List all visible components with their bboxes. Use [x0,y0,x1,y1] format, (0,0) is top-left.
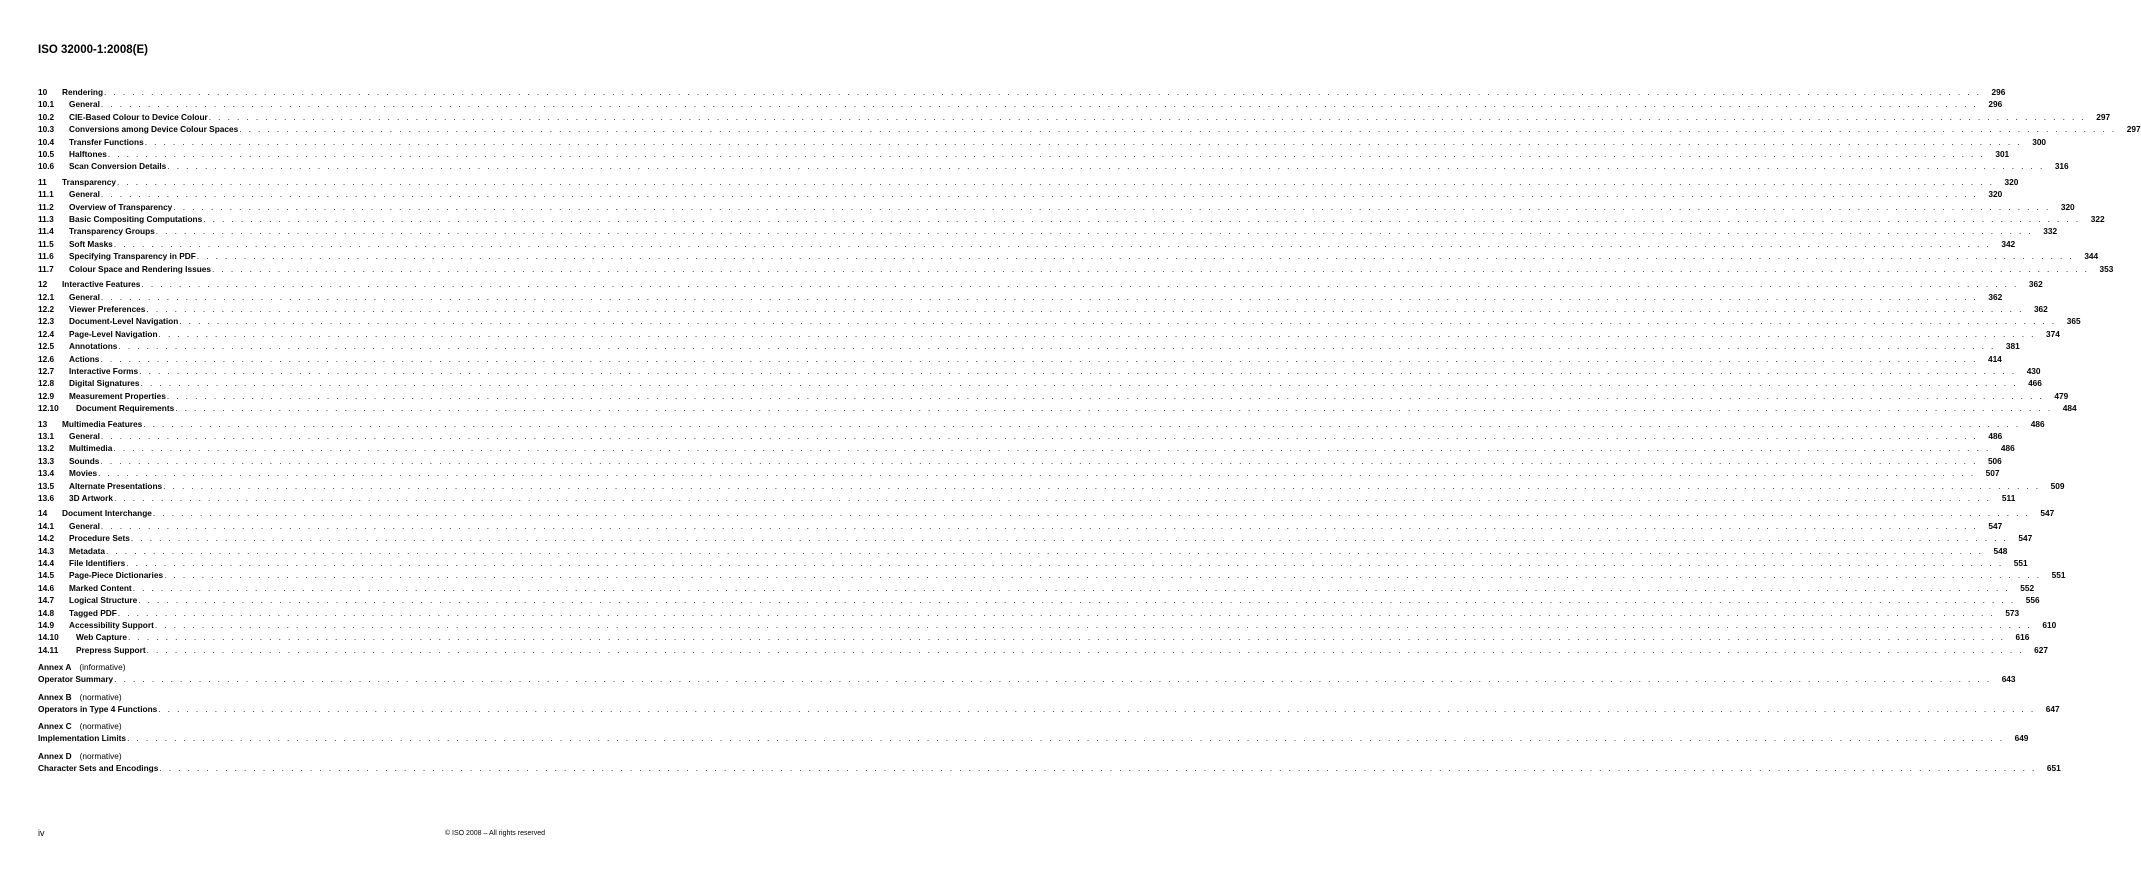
dot-leader: . . . . . . . . . . . . . . . . . . . . . . . . . . . . . . . . . . . . . . . . . . . . . . . . . . . . . . . . . . . . . . . . . . . . . . . . . . . . . . . . . . . . . . . . . . . . . . . . . . . . . . . . . . . . . . . . . . . . . . . . . . . . . . . . . . . . . . . . . . . . . . . . . . . . . . . . . . . . . . . . . . . . . . . . . . . . . . . . . . . . . . . . . . . . . . . . . . . . . . . . [166,390,2045,401]
toc-entry-title: CIE-Based Colour to Device Colour [69,111,208,122]
toc-entry-title: Transparency [62,176,116,187]
dot-leader: . . . . . . . . . . . . . . . . . . . . . . . . . . . . . . . . . . . . . . . . . . . . . . . . . . . . . . . . . . . . . . . . . . . . . . . . . . . . . . . . . . . . . . . . . . . . . . . . . . . . . . . . . . . . . . . . . . . . . . . . . . . . . . . . . . . . . . . . . . . . . . . . . . . . . . . . . . . . . . . . . . . . . . . . . . . . . . . . . . . . . . . . . . . . . . . . . . . . . . . . [130,533,2009,544]
dot-leader: . . . . . . . . . . . . . . . . . . . . . . . . . . . . . . . . . . . . . . . . . . . . . . . . . . . . . . . . . . . . . . . . . . . . . . . . . . . . . . . . . . . . . . . . . . . . . . . . . . . . . . . . . . . . . . . . . . . . . . . . . . . . . . . . . . . . . . . . . . . . . . . . . . . . . . . . . . . . . . . . . . . . . . . . . . . . . . . . . . . . . . . . . . . . . . . . . . . . . . . . [126,558,2004,569]
dot-leader: . . . . . . . . . . . . . . . . . . . . . . . . . . . . . . . . . . . . . . . . . . . . . . . . . . . . . . . . . . . . . . . . . . . . . . . . . . . . . . . . . . . . . . . . . . . . . . . . . . . . . . . . . . . . . . . . . . . . . . . . . . . . . . . . . . . . . . . . . . . . . . . . . . . . . . . . . . . . . . . . . . . . . . . . . . . . . . . . . . . . . . . . . . . . . . . . . . . . . . . . [127,733,2005,744]
toc-entry-page: 466 [2028,378,2042,389]
toc-entry-page: 297 [2126,124,2141,135]
dot-leader: . . . . . . . . . . . . . . . . . . . . . . . . . . . . . . . . . . . . . . . . . . . . . . . . . . . . . . . . . . . . . . . . . . . . . . . . . . . . . . . . . . . . . . . . . . . . . . . . . . . . . . . . . . . . . . . . . . . . . . . . . . . . . . . . . . . . . . . . . . . . . . . . . . . . . . . . . . . . . . . . . . . . . . . . . . . . . . . . . . . . . . . . . . . . . . . . . . . . . . . . [163,480,2041,491]
dot-leader: . . . . . . . . . . . . . . . . . . . . . . . . . . . . . . . . . . . . . . . . . . . . . . . . . . . . . . . . . . . . . . . . . . . . . . . . . . . . . . . . . . . . . . . . . . . . . . . . . . . . . . . . . . . . . . . . . . . . . . . . . . . . . . . . . . . . . . . . . . . . . . . . . . . . . . . . . . . . . . . . . . . . . . . . . . . . . . . . . . . . . . . . . . . . . . . . . . . . . . . . [104,87,1982,97]
dot-leader: . . . . . . . . . . . . . . . . . . . . . . . . . . . . . . . . . . . . . . . . . . . . . . . . . . . . . . . . . . . . . . . . . . . . . . . . . . . . . . . . . . . . . . . . . . . . . . . . . . . . . . . . . . . . . . . . . . . . . . . . . . . . . . . . . . . . . . . . . . . . . . . . . . . . . . . . . . . . . . . . . . . . . . . . . . . . . . . . . . . . . . . . . . . . . . . . . . . . . . . . [159,762,2037,773]
toc-entry-number: 11.4 [38,226,54,237]
annex-label: Annex A [38,662,72,673]
toc-chapter-entry[interactable] [38,418,2045,430]
dot-leader: . . . . . . . . . . . . . . . . . . . . . . . . . . . . . . . . . . . . . . . . . . . . . . . . . . . . . . . . . . . . . . . . . . . . . . . . . . . . . . . . . . . . . . . . . . . . . . . . . . . . . . . . . . . . . . . . . . . . . . . . . . . . . . . . . . . . . . . . . . . . . . . . . . . . . . . . . . . . . . . . . . . . . . . . . . . . . . . . . . . . . . . . . . . . . . . . . . . . . . . . [113,493,1992,503]
dot-leader: . . . . . . . . . . . . . . . . . . . . . . . . . . . . . . . . . . . . . . . . . . . . . . . . . . . . . . . . . . . . . . . . . . . . . . . . . . . . . . . . . . . . . . . . . . . . . . . . . . . . . . . . . . . . . . . . . . . . . . . . . . . . . . . . . . . . . . . . . . . . . . . . . . . . . . . . . . . . . . . . . . . . . . . . . . . . . . . . . . . . . . . . . . . . . . . . . . . . . . . . [138,595,2016,606]
toc-entry-title: Soft Masks [69,238,113,249]
toc-entry-number: 11 [38,176,47,187]
toc-entry[interactable] [38,291,2003,303]
annex-label: Annex B [38,691,72,702]
toc-entry-page: 320 [2004,176,2019,187]
toc-entry-page: 551 [2013,558,2028,569]
toc-entry[interactable] [38,569,2066,581]
toc-entry-page: 365 [2066,316,2081,327]
toc-entry-number: 10.6 [38,161,55,172]
annex-kind: (normative) [79,750,122,761]
toc-entry-number: 12 [38,279,48,290]
dot-leader: . . . . . . . . . . . . . . . . . . . . . . . . . . . . . . . . . . . . . . . . . . . . . . . . . . . . . . . . . . . . . . . . . . . . . . . . . . . . . . . . . . . . . . . . . . . . . . . . . . . . . . . . . . . . . . . . . . . . . . . . . . . . . . . . . . . . . . . . . . . . . . . . . . . . . . . . . . . . . . . . . . . . . . . . . . . . . . . . . . . . . . . . . . . . . . . . . . . . . . . . [140,378,2018,389]
toc-entry-page: 479 [2054,390,2069,401]
toc-entry-page: 506 [1987,455,2002,466]
toc-chapter-entry[interactable] [38,176,2019,188]
toc-entry-title: Overview of Transparency [69,201,173,212]
toc-entry[interactable] [38,607,2020,619]
toc-entry-title: Measurement Properties [69,390,166,401]
toc-entry-page: 548 [1993,545,2008,556]
dot-leader: . . . . . . . . . . . . . . . . . . . . . . . . . . . . . . . . . . . . . . . . . . . . . . . . . . . . . . . . . . . . . . . . . . . . . . . . . . . . . . . . . . . . . . . . . . . . . . . . . . . . . . . . . . . . . . . . . . . . . . . . . . . . . . . . . . . . . . . . . . . . . . . . . . . . . . . . . . . . . . . . . . . . . . . . . . . . . . . . . . . . . . . . . . . . . . . . . . . . . . . . [100,520,1979,531]
toc-entry[interactable] [38,520,2003,532]
toc-entry-title: 3D Artwork [69,493,113,503]
toc-entry-number: 11.3 [38,214,54,225]
toc-entry[interactable] [38,136,2047,148]
toc-entry-number: 10.1 [38,99,55,110]
toc-entry-number: 12.7 [38,365,55,376]
toc-entry[interactable] [38,480,2065,492]
toc-entry-number: 13.4 [38,468,55,479]
toc-entry-title: Transfer Functions [69,136,144,147]
toc-entry-page: 353 [2099,263,2114,274]
dot-leader: . . . . . . . . . . . . . . . . . . . . . . . . . . . . . . . . . . . . . . . . . . . . . . . . . . . . . . . . . . . . . . . . . . . . . . . . . . . . . . . . . . . . . . . . . . . . . . . . . . . . . . . . . . . . . . . . . . . . . . . . . . . . . . . . . . . . . . . . . . . . . . . . . . . . . . . . . . . . . . . . . . . . . . . . . . . . . . . . . . . . . . . . . . . . . . . . . . . . . . . . [203,214,2081,225]
toc-entry-page: 651 [2046,762,2061,773]
toc-entry-title: Accessibility Support [69,620,154,631]
dot-leader: . . . . . . . . . . . . . . . . . . . . . . . . . . . . . . . . . . . . . . . . . . . . . . . . . . . . . . . . . . . . . . . . . . . . . . . . . . . . . . . . . . . . . . . . . . . . . . . . . . . . . . . . . . . . . . . . . . . . . . . . . . . . . . . . . . . . . . . . . . . . . . . . . . . . . . . . . . . . . . . . . . . . . . . . . . . . . . . . . . . . . . . . . . . . . . . . . . . . . . . . [146,303,2024,314]
toc-annex-entry[interactable] [38,762,2061,774]
toc-entry-page: 486 [2000,443,2015,454]
toc-entry-page: 616 [2015,632,2030,643]
dot-leader: . . . . . . . . . . . . . . . . . . . . . . . . . . . . . . . . . . . . . . . . . . . . . . . . . . . . . . . . . . . . . . . . . . . . . . . . . . . . . . . . . . . . . . . . . . . . . . . . . . . . . . . . . . . . . . . . . . . . . . . . . . . . . . . . . . . . . . . . . . . . . . . . . . . . . . . . . . . . . . . . . . . . . . . . . . . . . . . . . . . . . . . . . . . . . . . . . . . . . . . . [100,430,1979,441]
toc-entry-title: Document Requirements [76,403,175,414]
dot-leader: . . . . . . . . . . . . . . . . . . . . . . . . . . . . . . . . . . . . . . . . . . . . . . . . . . . . . . . . . . . . . . . . . . . . . . . . . . . . . . . . . . . . . . . . . . . . . . . . . . . . . . . . . . . . . . . . . . . . . . . . . . . . . . . . . . . . . . . . . . . . . . . . . . . . . . . . . . . . . . . . . . . . . . . . . . . . . . . . . . . . . . . . . . . . . . . . . . . . . . . . [173,201,2051,212]
toc-entry[interactable] [38,467,2000,479]
dot-leader: . . . . . . . . . . . . . . . . . . . . . . . . . . . . . . . . . . . . . . . . . . . . . . . . . . . . . . . . . . . . . . . . . . . . . . . . . . . . . . . . . . . . . . . . . . . . . . . . . . . . . . . . . . . . . . . . . . . . . . . . . . . . . . . . . . . . . . . . . . . . . . . . . . . . . . . . . . . . . . . . . . . . . . . . . . . . . . . . . . . . . . . . . . . . . . . . . . . . . . . . [116,176,1995,187]
toc-entry-title: Movies [69,468,98,479]
toc-entry[interactable] [38,123,2141,135]
dot-leader: . . . . . . . . . . . . . . . . . . . . . . . . . . . . . . . . . . . . . . . . . . . . . . . . . . . . . . . . . . . . . . . . . . . . . . . . . . . . . . . . . . . . . . . . . . . . . . . . . . . . . . . . . . . . . . . . . . . . . . . . . . . . . . . . . . . . . . . . . . . . . . . . . . . . . . . . . . . . . . . . . . . . . . . . . . . . . . . . . . . . . . . . . . . . . . . . . . . . . . . . [146,644,2024,655]
toc-entry[interactable] [38,225,2058,237]
toc-entry-title: File Identifiers [69,558,126,569]
toc-entry-title: Digital Signatures [69,378,140,389]
dot-leader: . . . . . . . . . . . . . . . . . . . . . . . . . . . . . . . . . . . . . . . . . . . . . . . . . . . . . . . . . . . . . . . . . . . . . . . . . . . . . . . . . . . . . . . . . . . . . . . . . . . . . . . . . . . . . . . . . . . . . . . . . . . . . . . . . . . . . . . . . . . . . . . . . . . . . . . . . . . . . . . . . . . . . . . . . . . . . . . . . . . . . . . . . . . . . . . . . . . . . . . . [152,508,2031,519]
dot-leader: . . . . . . . . . . . . . . . . . . . . . . . . . . . . . . . . . . . . . . . . . . . . . . . . . . . . . . . . . . . . . . . . . . . . . . . . . . . . . . . . . . . . . . . . . . . . . . . . . . . . . . . . . . . . . . . . . . . . . . . . . . . . . . . . . . . . . . . . . . . . . . . . . . . . . . . . . . . . . . . . . . . . . . . . . . . . . . . . . . . . . . . . . . . . . . . . . . . . . . . . [239,124,2117,135]
toc-entry-page: 414 [1987,353,2002,364]
toc-entry-page: 430 [2026,365,2041,376]
toc-entry-title: Logical Structure [69,595,138,606]
toc-entry-title: Transparency Groups [69,226,155,237]
toc-section [38,418,2065,505]
toc-entry-page: 486 [2030,418,2045,429]
toc-entry-title: General [69,99,100,110]
toc-entry-page: 342 [2001,238,2016,249]
toc-entry-page: 297 [2096,111,2111,122]
toc-entry-number: 13 [38,418,48,429]
dot-leader: . . . . . . . . . . . . . . . . . . . . . . . . . . . . . . . . . . . . . . . . . . . . . . . . . . . . . . . . . . . . . . . . . . . . . . . . . . . . . . . . . . . . . . . . . . . . . . . . . . . . . . . . . . . . . . . . . . . . . . . . . . . . . . . . . . . . . . . . . . . . . . . . . . . . . . . . . . . . . . . . . . . . . . . . . . . . . . . . . . . . . . . . . . . . . . . . . . . . . . . . [118,341,1996,352]
toc-entry-title: Page-Piece Dictionaries [69,570,164,581]
toc-entry-page: 320 [2060,201,2075,212]
toc-entry-number: 14.11 [38,644,59,655]
toc-entry-number: 13.6 [38,493,55,503]
dot-leader: . . . . . . . . . . . . . . . . . . . . . . . . . . . . . . . . . . . . . . . . . . . . . . . . . . . . . . . . . . . . . . . . . . . . . . . . . . . . . . . . . . . . . . . . . . . . . . . . . . . . . . . . . . . . . . . . . . . . . . . . . . . . . . . . . . . . . . . . . . . . . . . . . . . . . . . . . . . . . . . . . . . . . . . . . . . . . . . . . . . . . . . . . . . . . . . . . . . . . . . . [128,632,2006,643]
toc-entry-number: 12.2 [38,303,55,314]
toc-entry-number: 12.6 [38,353,55,364]
toc-entry-number: 13.3 [38,455,55,466]
toc-entry-number: 11.5 [38,238,54,249]
toc-entry-page: 322 [2090,214,2105,225]
dot-leader: . . . . . . . . . . . . . . . . . . . . . . . . . . . . . . . . . . . . . . . . . . . . . . . . . . . . . . . . . . . . . . . . . . . . . . . . . . . . . . . . . . . . . . . . . . . . . . . . . . . . . . . . . . . . . . . . . . . . . . . . . . . . . . . . . . . . . . . . . . . . . . . . . . . . . . . . . . . . . . . . . . . . . . . . . . . . . . . . . . . . . . . . . . . . . . . . . . . . . . . . [154,620,2033,631]
toc-entry[interactable] [38,303,2048,315]
toc-entry-number: 10.3 [38,124,55,135]
annex-kind: (informative) [79,662,126,673]
dot-leader: . . . . . . . . . . . . . . . . . . . . . . . . . . . . . . . . . . . . . . . . . . . . . . . . . . . . . . . . . . . . . . . . . . . . . . . . . . . . . . . . . . . . . . . . . . . . . . . . . . . . . . . . . . . . . . . . . . . . . . . . . . . . . . . . . . . . . . . . . . . . . . . . . . . . . . . . . . . . . . . . . . . . . . . . . . . . . . . . . . . . . . . . . . . . . . . . . . . . . . . . [158,328,2036,339]
toc-entry-page: 344 [2084,251,2099,262]
toc-entry-title: Marked Content [69,582,132,593]
toc-entry-page: 507 [1985,468,2000,479]
toc-entry[interactable] [38,492,2016,504]
toc-entry-title: Document Interchange [62,508,152,519]
toc-entry-number: 14.9 [38,620,55,631]
toc-entry[interactable] [38,619,2057,631]
toc-entry-number: 10.4 [38,136,55,147]
toc-entry-page: 484 [2062,403,2077,414]
toc-entry-number: 12.9 [38,390,55,401]
dot-leader: . . . . . . . . . . . . . . . . . . . . . . . . . . . . . . . . . . . . . . . . . . . . . . . . . . . . . . . . . . . . . . . . . . . . . . . . . . . . . . . . . . . . . . . . . . . . . . . . . . . . . . . . . . . . . . . . . . . . . . . . . . . . . . . . . . . . . . . . . . . . . . . . . . . . . . . . . . . . . . . . . . . . . . . . . . . . . . . . . . . . . . . . . . . . . . . . . . . . . . . . [208,111,2087,122]
dot-leader: . . . . . . . . . . . . . . . . . . . . . . . . . . . . . . . . . . . . . . . . . . . . . . . . . . . . . . . . . . . . . . . . . . . . . . . . . . . . . . . . . . . . . . . . . . . . . . . . . . . . . . . . . . . . . . . . . . . . . . . . . . . . . . . . . . . . . . . . . . . . . . . . . . . . . . . . . . . . . . . . . . . . . . . . . . . . . . . . . . . . . . . . . . . . . . . . . . . . . . . . [167,161,2045,172]
toc-entry-page: 547 [1988,520,2003,531]
toc-annex-entry[interactable] [38,732,2029,744]
toc-entry-number: 10 [38,87,48,97]
toc-entry[interactable] [38,532,2033,544]
dot-leader: . . . . . . . . . . . . . . . . . . . . . . . . . . . . . . . . . . . . . . . . . . . . . . . . . . . . . . . . . . . . . . . . . . . . . . . . . . . . . . . . . . . . . . . . . . . . . . . . . . . . . . . . . . . . . . . . . . . . . . . . . . . . . . . . . . . . . . . . . . . . . . . . . . . . . . . . . . . . . . . . . . . . . . . . . . . . . . . . . . . . . . . . . . . . . . . . . . . . . . . . [100,291,1979,302]
toc-entry-page: 649 [2014,733,2029,744]
toc-entry[interactable] [38,148,2010,160]
toc-entry-number: 13.1 [38,430,55,441]
document-id-header: ISO 32000-1:2008(E) [38,44,148,56]
toc-entry-title: Document-Level Navigation [69,316,179,327]
toc-entry-title: Operators in Type 4 Functions [38,703,158,714]
toc-entry-page: 573 [2005,607,2020,618]
dot-leader: . . . . . . . . . . . . . . . . . . . . . . . . . . . . . . . . . . . . . . . . . . . . . . . . . . . . . . . . . . . . . . . . . . . . . . . . . . . . . . . . . . . . . . . . . . . . . . . . . . . . . . . . . . . . . . . . . . . . . . . . . . . . . . . . . . . . . . . . . . . . . . . . . . . . . . . . . . . . . . . . . . . . . . . . . . . . . . . . . . . . . . . . . . . . . . . . . . . . . . . . [100,189,1979,200]
toc-entry-title: Tagged PDF [69,607,117,618]
toc-section [38,86,2141,173]
toc-entry-page: 362 [2028,279,2043,290]
toc-entry-title: General [69,291,100,302]
toc-entry[interactable] [38,545,2008,557]
toc-entry[interactable] [38,442,2015,454]
toc-entry-page: 627 [2034,644,2048,655]
toc-entry-title: General [69,189,100,200]
dot-leader: . . . . . . . . . . . . . . . . . . . . . . . . . . . . . . . . . . . . . . . . . . . . . . . . . . . . . . . . . . . . . . . . . . . . . . . . . . . . . . . . . . . . . . . . . . . . . . . . . . . . . . . . . . . . . . . . . . . . . . . . . . . . . . . . . . . . . . . . . . . . . . . . . . . . . . . . . . . . . . . . . . . . . . . . . . . . . . . . . . . . . . . . . . . . . . . . . . . . . . . . [100,455,1978,466]
toc-annex-entry[interactable] [38,703,2060,715]
toc-entry-page: 610 [2042,620,2057,631]
dot-leader: . . . . . . . . . . . . . . . . . . . . . . . . . . . . . . . . . . . . . . . . . . . . . . . . . . . . . . . . . . . . . . . . . . . . . . . . . . . . . . . . . . . . . . . . . . . . . . . . . . . . . . . . . . . . . . . . . . . . . . . . . . . . . . . . . . . . . . . . . . . . . . . . . . . . . . . . . . . . . . . . . . . . . . . . . . . . . . . . . . . . . . . . . . . . . . . . . . . . . . . . [113,238,1992,249]
toc-entry[interactable] [38,213,2105,225]
toc-entry-number: 13.2 [38,443,55,454]
toc-entry-number: 12.8 [38,378,55,389]
toc-section [38,507,2066,656]
toc-chapter-entry[interactable] [38,86,2006,98]
toc-entry[interactable] [38,111,2111,123]
toc-entry-page: 556 [2025,595,2040,606]
toc-annex [38,750,2061,774]
annex-label-line [38,661,545,673]
toc-entry-number: 14.7 [38,595,55,606]
toc-annex [38,720,2029,744]
toc-entry-title: General [69,430,100,441]
toc-entry-page: 374 [2046,328,2060,339]
annex-kind: (normative) [79,691,122,702]
toc-entry-page: 301 [1995,149,2010,160]
toc-entry-title: Interactive Features [62,279,141,290]
toc-section [38,278,2081,414]
toc-entry-number: 11.7 [38,263,54,274]
toc-entry-number: 13.5 [38,480,55,491]
toc-entry-number: 12.10 [38,403,59,414]
dot-leader: . . . . . . . . . . . . . . . . . . . . . . . . . . . . . . . . . . . . . . . . . . . . . . . . . . . . . . . . . . . . . . . . . . . . . . . . . . . . . . . . . . . . . . . . . . . . . . . . . . . . . . . . . . . . . . . . . . . . . . . . . . . . . . . . . . . . . . . . . . . . . . . . . . . . . . . . . . . . . . . . . . . . . . . . . . . . . . . . . . . . . . . . . . . . . . . . . . . . . . . . [143,418,2021,429]
dot-leader: . . . . . . . . . . . . . . . . . . . . . . . . . . . . . . . . . . . . . . . . . . . . . . . . . . . . . . . . . . . . . . . . . . . . . . . . . . . . . . . . . . . . . . . . . . . . . . . . . . . . . . . . . . . . . . . . . . . . . . . . . . . . . . . . . . . . . . . . . . . . . . . . . . . . . . . . . . . . . . . . . . . . . . . . . . . . . . . . . . . . . . . . . . . . . . . . . . . . . . . . [212,263,2090,274]
toc-entry-number: 12.5 [38,341,55,352]
toc-annex-entry[interactable] [38,673,2016,685]
dot-leader: . . . . . . . . . . . . . . . . . . . . . . . . . . . . . . . . . . . . . . . . . . . . . . . . . . . . . . . . . . . . . . . . . . . . . . . . . . . . . . . . . . . . . . . . . . . . . . . . . . . . . . . . . . . . . . . . . . . . . . . . . . . . . . . . . . . . . . . . . . . . . . . . . . . . . . . . . . . . . . . . . . . . . . . . . . . . . . . . . . . . . . . . . . . . . . . . . . . . . . . . [164,570,2042,581]
toc-entry-number: 14.4 [38,558,55,569]
dot-leader: . . . . . . . . . . . . . . . . . . . . . . . . . . . . . . . . . . . . . . . . . . . . . . . . . . . . . . . . . . . . . . . . . . . . . . . . . . . . . . . . . . . . . . . . . . . . . . . . . . . . . . . . . . . . . . . . . . . . . . . . . . . . . . . . . . . . . . . . . . . . . . . . . . . . . . . . . . . . . . . . . . . . . . . . . . . . . . . . . . . . . . . . . . . . . . . . . . . . . . . . [113,443,1991,454]
annex-label-line [38,691,545,703]
toc-entry-page: 551 [2051,570,2066,581]
toc-entry[interactable] [38,353,2002,365]
toc-entry-page: 547 [2040,508,2055,519]
toc-entry[interactable] [38,328,2060,340]
toc-entry-number: 14.2 [38,533,55,544]
toc-entry[interactable] [38,160,2069,172]
annex-kind: (normative) [79,721,122,732]
page-number: iv [38,828,45,838]
toc-entry-number: 10.5 [38,149,55,160]
toc-entry-number: 14 [38,508,48,519]
toc-entry-title: Viewer Preferences [69,303,146,314]
toc-entry-page: 296 [1991,87,2006,97]
toc-entry-title: Metadata [69,545,105,556]
toc-entry-page: 552 [2020,582,2035,593]
toc-entry-number: 12.4 [38,328,55,339]
annex-label: Annex C [38,721,72,732]
toc-entry-page: 362 [1988,291,2003,302]
toc-entry-number: 14.10 [38,632,59,643]
toc-entry-title: Sounds [69,455,100,466]
toc-entry-title: Specifying Transparency in PDF [69,251,196,262]
dot-leader: . . . . . . . . . . . . . . . . . . . . . . . . . . . . . . . . . . . . . . . . . . . . . . . . . . . . . . . . . . . . . . . . . . . . . . . . . . . . . . . . . . . . . . . . . . . . . . . . . . . . . . . . . . . . . . . . . . . . . . . . . . . . . . . . . . . . . . . . . . . . . . . . . . . . . . . . . . . . . . . . . . . . . . . . . . . . . . . . . . . . . . . . . . . . . . . . . . . . . . . . [107,149,1986,160]
toc-entry-page: 332 [2043,226,2058,237]
table-of-contents [38,86,2141,776]
toc-entry-page: 509 [2050,480,2065,491]
toc-entry-number: 11.6 [38,251,54,262]
toc-entry[interactable] [38,365,2041,377]
toc-entry-title: Alternate Presentations [69,480,163,491]
toc-entry-title: Annotations [69,341,118,352]
toc-entry-title: Actions [69,353,100,364]
dot-leader: . . . . . . . . . . . . . . . . . . . . . . . . . . . . . . . . . . . . . . . . . . . . . . . . . . . . . . . . . . . . . . . . . . . . . . . . . . . . . . . . . . . . . . . . . . . . . . . . . . . . . . . . . . . . . . . . . . . . . . . . . . . . . . . . . . . . . . . . . . . . . . . . . . . . . . . . . . . . . . . . . . . . . . . . . . . . . . . . . . . . . . . . . . . . . . . . . . . . . . . . [155,226,2034,237]
dot-leader: . . . . . . . . . . . . . . . . . . . . . . . . . . . . . . . . . . . . . . . . . . . . . . . . . . . . . . . . . . . . . . . . . . . . . . . . . . . . . . . . . . . . . . . . . . . . . . . . . . . . . . . . . . . . . . . . . . . . . . . . . . . . . . . . . . . . . . . . . . . . . . . . . . . . . . . . . . . . . . . . . . . . . . . . . . . . . . . . . . . . . . . . . . . . . . . . . . . . . . . . [98,468,1976,479]
toc-entry-title: Prepress Support [76,644,146,655]
toc-entry[interactable] [38,644,2048,656]
toc-entry[interactable] [38,263,2114,275]
toc-entry-title: Halftones [69,149,107,160]
toc-entry-title: Colour Space and Rendering Issues [69,263,212,274]
toc-entry-page: 511 [2001,493,2016,503]
toc-entry-number: 14.8 [38,607,55,618]
toc-entry-page: 647 [2045,703,2060,714]
annex-label-line [38,750,545,762]
toc-entry-title: Multimedia [69,443,113,454]
toc-entry-title: Conversions among Device Colour Spaces [69,124,239,135]
toc-entry[interactable] [38,631,2030,643]
toc-entry-page: 486 [1988,430,2003,441]
toc-entry-title: Character Sets and Encodings [38,762,159,773]
toc-entry-number: 10.2 [38,111,55,122]
dot-leader: . . . . . . . . . . . . . . . . . . . . . . . . . . . . . . . . . . . . . . . . . . . . . . . . . . . . . . . . . . . . . . . . . . . . . . . . . . . . . . . . . . . . . . . . . . . . . . . . . . . . . . . . . . . . . . . . . . . . . . . . . . . . . . . . . . . . . . . . . . . . . . . . . . . . . . . . . . . . . . . . . . . . . . . . . . . . . . . . . . . . . . . . . . . . . . . . . . . . . . . . [179,316,2057,327]
toc-entry-number: 11.1 [38,189,54,200]
toc-entry-page: 320 [1988,189,2003,200]
toc-entry[interactable] [38,201,2075,213]
toc-entry[interactable] [38,340,2020,352]
toc-entry[interactable] [38,582,2035,594]
toc-entry-number: 11.2 [38,201,54,212]
toc-chapter-entry[interactable] [38,278,2043,290]
toc-entry[interactable] [38,402,2077,414]
toc-section [38,176,2114,275]
toc-entry-page: 300 [2032,136,2047,147]
toc-entry-number: 12.3 [38,316,55,327]
toc-entry[interactable] [38,250,2099,262]
toc-entry-page: 547 [2018,533,2033,544]
dot-leader: . . . . . . . . . . . . . . . . . . . . . . . . . . . . . . . . . . . . . . . . . . . . . . . . . . . . . . . . . . . . . . . . . . . . . . . . . . . . . . . . . . . . . . . . . . . . . . . . . . . . . . . . . . . . . . . . . . . . . . . . . . . . . . . . . . . . . . . . . . . . . . . . . . . . . . . . . . . . . . . . . . . . . . . . . . . . . . . . . . . . . . . . . . . . . . . . . . . . . . . . [100,353,1978,364]
toc-chapter-entry[interactable] [38,507,2055,519]
toc-entry-title: Rendering [62,87,104,97]
toc-entry[interactable] [38,594,2040,606]
toc-entry[interactable] [38,455,2002,467]
toc-entry-number: 14.3 [38,545,55,556]
dot-leader: . . . . . . . . . . . . . . . . . . . . . . . . . . . . . . . . . . . . . . . . . . . . . . . . . . . . . . . . . . . . . . . . . . . . . . . . . . . . . . . . . . . . . . . . . . . . . . . . . . . . . . . . . . . . . . . . . . . . . . . . . . . . . . . . . . . . . . . . . . . . . . . . . . . . . . . . . . . . . . . . . . . . . . . . . . . . . . . . . . . . . . . . . . . . . . . . . . . . . . . . [139,365,2017,376]
toc-annex [38,661,2016,685]
toc-entry[interactable] [38,188,2003,200]
toc-entry-page: 296 [1988,99,2003,110]
toc-entry-page: 362 [2033,303,2048,314]
dot-leader: . . . . . . . . . . . . . . . . . . . . . . . . . . . . . . . . . . . . . . . . . . . . . . . . . . . . . . . . . . . . . . . . . . . . . . . . . . . . . . . . . . . . . . . . . . . . . . . . . . . . . . . . . . . . . . . . . . . . . . . . . . . . . . . . . . . . . . . . . . . . . . . . . . . . . . . . . . . . . . . . . . . . . . . . . . . . . . . . . . . . . . . . . . . . . . . . . . . . . . . . [105,545,1984,556]
toc-annex [38,691,2060,715]
toc-entry[interactable] [38,390,2069,402]
annex-label: Annex D [38,750,72,761]
dot-leader: . . . . . . . . . . . . . . . . . . . . . . . . . . . . . . . . . . . . . . . . . . . . . . . . . . . . . . . . . . . . . . . . . . . . . . . . . . . . . . . . . . . . . . . . . . . . . . . . . . . . . . . . . . . . . . . . . . . . . . . . . . . . . . . . . . . . . . . . . . . . . . . . . . . . . . . . . . . . . . . . . . . . . . . . . . . . . . . . . . . . . . . . . . . . . . . . . . . . . . . . [144,136,2023,147]
toc-entry-title: General [69,520,100,531]
toc-entry-number: 12.1 [38,291,55,302]
toc-entry-number: 14.5 [38,570,55,581]
dot-leader: . . . . . . . . . . . . . . . . . . . . . . . . . . . . . . . . . . . . . . . . . . . . . . . . . . . . . . . . . . . . . . . . . . . . . . . . . . . . . . . . . . . . . . . . . . . . . . . . . . . . . . . . . . . . . . . . . . . . . . . . . . . . . . . . . . . . . . . . . . . . . . . . . . . . . . . . . . . . . . . . . . . . . . . . . . . . . . . . . . . . . . . . . . . . . . . . . . . . . . . . [158,703,2036,714]
toc-entry-title: Scan Conversion Details [69,161,167,172]
toc-entry[interactable] [38,430,2003,442]
copyright-notice: © ISO 2008 – All rights reserved [444,830,545,837]
toc-entry[interactable] [38,557,2028,569]
toc-entry-title: Multimedia Features [62,418,143,429]
toc-entry[interactable] [38,315,2081,327]
toc-entry-title: Web Capture [76,632,128,643]
dot-leader: . . . . . . . . . . . . . . . . . . . . . . . . . . . . . . . . . . . . . . . . . . . . . . . . . . . . . . . . . . . . . . . . . . . . . . . . . . . . . . . . . . . . . . . . . . . . . . . . . . . . . . . . . . . . . . . . . . . . . . . . . . . . . . . . . . . . . . . . . . . . . . . . . . . . . . . . . . . . . . . . . . . . . . . . . . . . . . . . . . . . . . . . . . . . . . . . . . . . . . . . [141,279,2019,290]
toc-entry[interactable] [38,238,2016,250]
toc-entry-number: 14.1 [38,520,55,531]
toc-entry-page: 316 [2054,161,2069,172]
dot-leader: . . . . . . . . . . . . . . . . . . . . . . . . . . . . . . . . . . . . . . . . . . . . . . . . . . . . . . . . . . . . . . . . . . . . . . . . . . . . . . . . . . . . . . . . . . . . . . . . . . . . . . . . . . . . . . . . . . . . . . . . . . . . . . . . . . . . . . . . . . . . . . . . . . . . . . . . . . . . . . . . . . . . . . . . . . . . . . . . . . . . . . . . . . . . . . . . . . . . . . . . [117,607,1996,618]
toc-entry-page: 381 [2005,341,2020,352]
toc-entry-title: Page-Level Navigation [69,328,158,339]
toc-entry-number: 14.6 [38,582,55,593]
toc-entry-title: Operator Summary [38,674,114,685]
toc-entry-title: Basic Compositing Computations [69,214,203,225]
toc-entry-title: Interactive Forms [69,365,139,376]
dot-leader: . . . . . . . . . . . . . . . . . . . . . . . . . . . . . . . . . . . . . . . . . . . . . . . . . . . . . . . . . . . . . . . . . . . . . . . . . . . . . . . . . . . . . . . . . . . . . . . . . . . . . . . . . . . . . . . . . . . . . . . . . . . . . . . . . . . . . . . . . . . . . . . . . . . . . . . . . . . . . . . . . . . . . . . . . . . . . . . . . . . . . . . . . . . . . . . . . . . . . . . . [196,251,2075,262]
dot-leader: . . . . . . . . . . . . . . . . . . . . . . . . . . . . . . . . . . . . . . . . . . . . . . . . . . . . . . . . . . . . . . . . . . . . . . . . . . . . . . . . . . . . . . . . . . . . . . . . . . . . . . . . . . . . . . . . . . . . . . . . . . . . . . . . . . . . . . . . . . . . . . . . . . . . . . . . . . . . . . . . . . . . . . . . . . . . . . . . . . . . . . . . . . . . . . . . . . . . . . . . [114,674,1992,685]
dot-leader: . . . . . . . . . . . . . . . . . . . . . . . . . . . . . . . . . . . . . . . . . . . . . . . . . . . . . . . . . . . . . . . . . . . . . . . . . . . . . . . . . . . . . . . . . . . . . . . . . . . . . . . . . . . . . . . . . . . . . . . . . . . . . . . . . . . . . . . . . . . . . . . . . . . . . . . . . . . . . . . . . . . . . . . . . . . . . . . . . . . . . . . . . . . . . . . . . . . . . . . . [132,582,2011,593]
annex-label-line [38,720,545,732]
dot-leader: . . . . . . . . . . . . . . . . . . . . . . . . . . . . . . . . . . . . . . . . . . . . . . . . . . . . . . . . . . . . . . . . . . . . . . . . . . . . . . . . . . . . . . . . . . . . . . . . . . . . . . . . . . . . . . . . . . . . . . . . . . . . . . . . . . . . . . . . . . . . . . . . . . . . . . . . . . . . . . . . . . . . . . . . . . . . . . . . . . . . . . . . . . . . . . . . . . . . . . . . [100,99,1979,110]
dot-leader: . . . . . . . . . . . . . . . . . . . . . . . . . . . . . . . . . . . . . . . . . . . . . . . . . . . . . . . . . . . . . . . . . . . . . . . . . . . . . . . . . . . . . . . . . . . . . . . . . . . . . . . . . . . . . . . . . . . . . . . . . . . . . . . . . . . . . . . . . . . . . . . . . . . . . . . . . . . . . . . . . . . . . . . . . . . . . . . . . . . . . . . . . . . . . . . . . . . . . . . . [175,403,2053,414]
toc-entry[interactable] [38,98,2003,110]
toc-entry[interactable] [38,377,2042,389]
toc-entry-title: Implementation Limits [38,733,127,744]
toc-entry-page: 643 [2001,674,2016,685]
toc-entry-title: Procedure Sets [69,533,130,544]
